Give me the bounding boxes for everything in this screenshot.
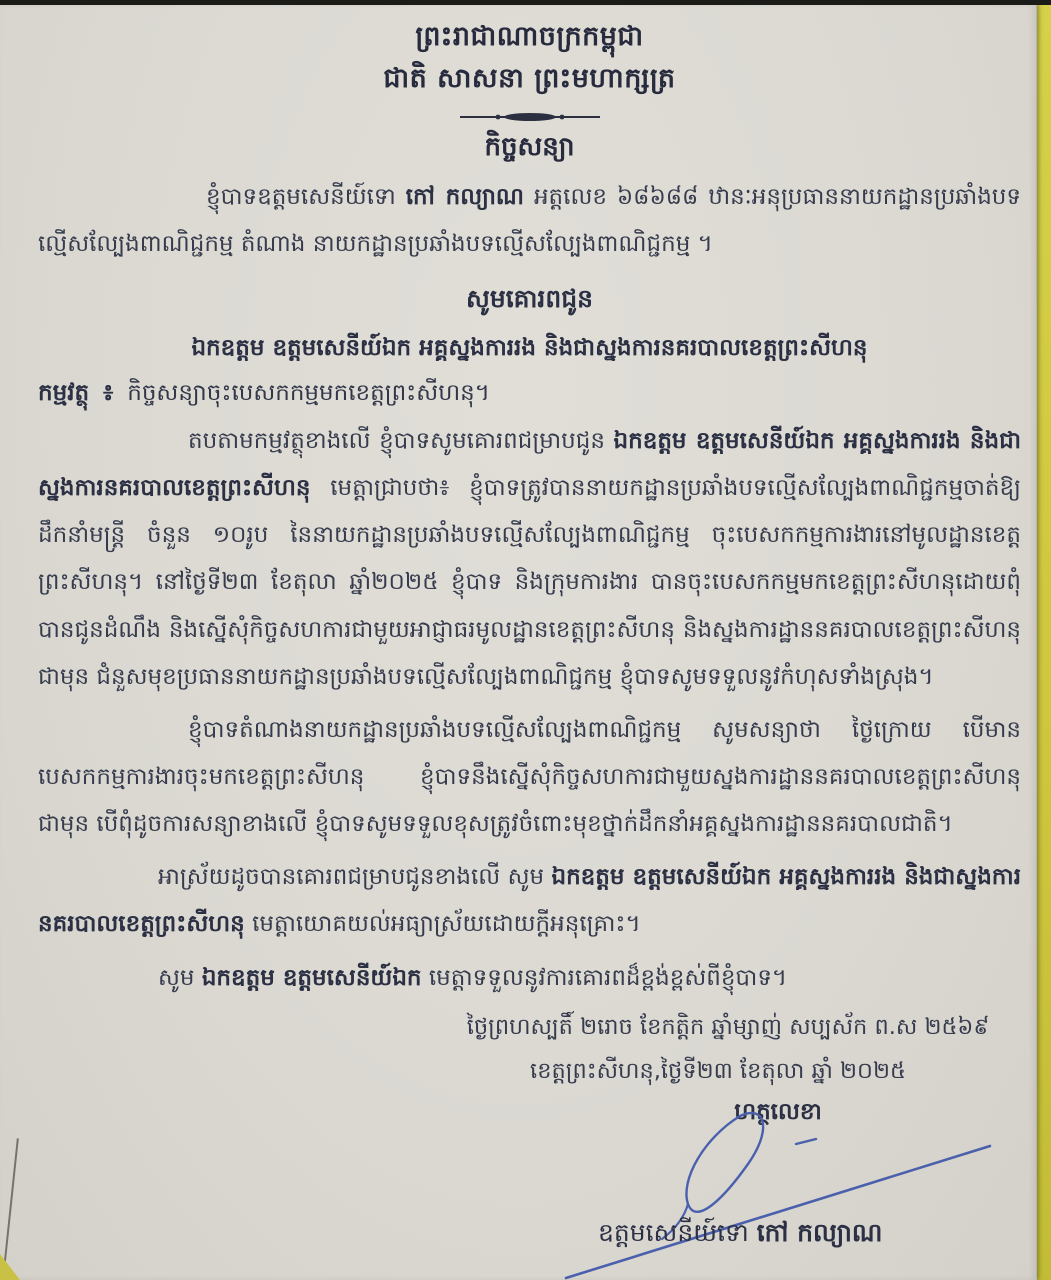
opening-paragraph: ខ្ញុំបាទឧត្តមសេនីយ៍ទោ កៅ កល្យាណ អត្តលេខ ៦៨៦៨៨ ឋានៈអនុប្រធាននាយកដ្ឋានប្រឆាំងបទល្មើសល្បែងពាណិជ្ជកម្ម តំណាង នាយកដ្ឋានប្រឆាំងបទល្មើសល្បែងពាណិជ្ជកម្ម ។ bbox=[38, 183, 1021, 257]
body-paragraph: អាស្រ័យដូចបានគោរពជម្រាបជូនខាងលើ សូម ឯកឧត្តម ឧត្តមសេនីយ៍ឯក អគ្គស្នងការរង និងជាស្នងការនគរបាលខេត្តព្រះសីហនុ មេត្តាយោគយល់អធ្យាស្រ័យដោយក្តីអនុគ្រោះ។ bbox=[38, 864, 1021, 938]
signature-ink bbox=[538, 1106, 1008, 1280]
kingdom-motto-line1: ព្រះរាជាណាចក្រកម្ពុជា bbox=[415, 21, 644, 52]
signature-label: ហត្ថលេខា bbox=[734, 1098, 822, 1125]
subject-text: កិច្ចសន្យាចុះបេសកកម្មមកខេត្តព្រះសីហនុ។ bbox=[127, 379, 490, 406]
signature-block bbox=[38, 1006, 1021, 1280]
subject-line bbox=[38, 379, 1021, 412]
header-divider-ornament bbox=[460, 110, 600, 124]
place-date-line: ខេត្តព្រះសីហនុ,ថ្ងៃទី២៣ ខែតុលា ឆ្នាំ ២០២៥ bbox=[530, 1057, 906, 1084]
addressee-line: ឯកឧត្តម ឧត្តមសេនីយ៍ឯក អគ្គស្នងការរង និងជាស្នងការនគរបាលខេត្តព្រះសីហនុ bbox=[191, 334, 868, 361]
lunar-date-line: ថ្ងៃព្រហស្បតិ៍ ២រោច ខែកត្តិក ឆ្នាំម្សាញ់ សប្បស័ក ព.ស ២៥៦៩ bbox=[466, 1013, 990, 1040]
closing-courtesy-line: សូម ឯកឧត្តម ឧត្តមសេនីយ៍ឯក មេត្តាទទួលនូវការគោរពដ៏ខ្ពង់ខ្ពស់ពីខ្ញុំបាទ។ bbox=[158, 964, 788, 991]
signatory-name-line: ឧត្តមសេនីយ៍ទោ កៅ កល្យាណ bbox=[598, 1217, 883, 1247]
document-title: កិច្ចសន្យា bbox=[484, 131, 575, 162]
subject-separator: ៖ bbox=[103, 379, 114, 406]
kingdom-motto-line2: ជាតិ សាសនា ព្រះមហាក្សត្រ bbox=[383, 62, 676, 94]
body-paragraph: ខ្ញុំបាទតំណាងនាយកដ្ឋានប្រឆាំងបទល្មើសល្បែងពាណិជ្ជកម្ម សូមសន្យាថា ថ្ងៃក្រោយ បើមានបេសកកម្មការងារចុះមកខេត្តព្រះសីហនុ ខ្ញុំបាទនឹងស្នើសុំកិច្ចសហការជាមួយស្នងការដ្ឋាននគរបាលខេត្តព្រះសីហនុជាមុន បើពុំដូចការសន្យាខាងលើ ខ្ញុំបាទសូមទទួលខុសត្រូវចំពោះមុខថ្នាក់ដឹកនាំអគ្គស្នងការដ្ឋាននគរបាលជាតិ។ bbox=[38, 716, 1021, 838]
salutation-heading: សូមគោរពជូន bbox=[466, 283, 593, 313]
subject-label: កម្មវត្ថុ bbox=[38, 379, 90, 406]
body-paragraph: តបតាមកម្មវត្ថុខាងលើ ខ្ញុំបាទសូមគោរពជម្រាបជូន ឯកឧត្តម ឧត្តមសេនីយ៍ឯក អគ្គស្នងការរង និងជាស្នងការនគរបាលខេត្តព្រះសីហនុ មេត្តាជ្រាបថា៖ ខ្ញុំបាទត្រូវបាននាយកដ្ឋានប្រឆាំងបទល្មើសល្បែងពាណិជ្ជកម្មចាត់ឱ្យដឹកនាំមន្ត្រី ចំនួន ១០រូប នៃនាយកដ្ឋានប្រឆាំងបទល្មើសល្បែងពាណិជ្ជកម្ម ចុះបេសកកម្មការងារនៅមូលដ្ឋានខេត្តព្រះសីហនុ។ នៅថ្ងៃទី២៣ ខែតុលា ឆ្នាំ២០២៥ ខ្ញុំបាទ និងក្រុមការងារ បានចុះបេសកកម្មមកខេត្តព្រះសីហនុដោយពុំបានជូនដំណឹង និងស្នើសុំកិច្ចសហការជាមួយអាជ្ញាធរមូលដ្ឋានខេត្តព្រះសីហនុ និងស្នងការដ្ឋាននគរបាលខេត្តព្រះសីហនុជាមុន ជំនួសមុខប្រធាននាយកដ្ឋានប្រឆាំងបទល្មើសល្បែងពាណិជ្ជកម្ម ខ្ញុំបាទសូមទទួលនូវកំហុសទាំងស្រុង។ bbox=[38, 427, 1021, 690]
